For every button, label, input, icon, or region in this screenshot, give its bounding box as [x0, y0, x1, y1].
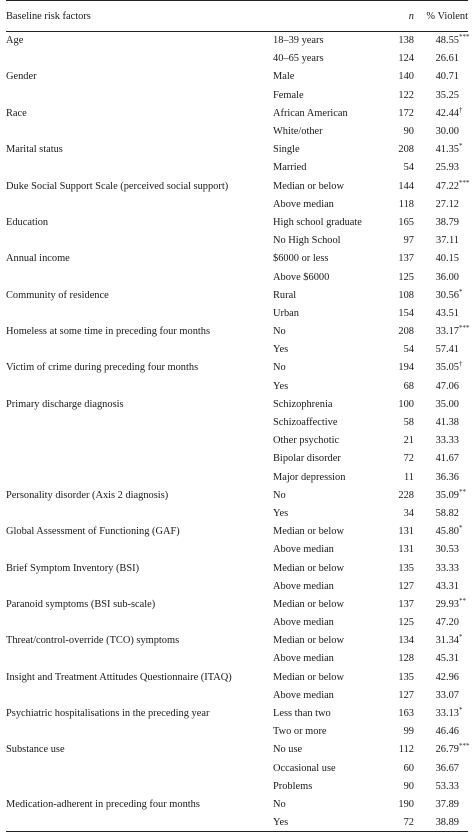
n-value: 194: [398, 362, 414, 374]
pct-violent-value: 35.00: [435, 398, 459, 410]
pct-violent-cell: [418, 377, 468, 395]
factor-level: White/other: [273, 126, 323, 138]
pct-violent-cell: [418, 50, 468, 68]
pct-violent-cell: [418, 141, 468, 159]
pct-violent-cell: [418, 268, 468, 286]
factor-level: Married: [273, 162, 307, 174]
pct-violent-value: 30.53: [435, 544, 459, 556]
table-row: [6, 122, 468, 140]
n-value: 125: [398, 271, 414, 283]
factor-level: Single: [273, 144, 300, 156]
factor-level: Bipolar disorder: [273, 453, 341, 465]
table-row: [6, 323, 468, 341]
risk-factor-label: Education: [6, 216, 49, 228]
factor-level: Male: [273, 71, 295, 83]
n-value: 163: [398, 708, 414, 720]
table-row: [6, 759, 468, 777]
factor-level: Urban: [273, 307, 299, 319]
n-value: 140: [398, 71, 414, 83]
pct-violent-cell: [418, 777, 468, 795]
risk-factor-label: Substance use: [6, 744, 65, 756]
n-value: 21: [403, 435, 414, 447]
pct-violent-value: 31.34: [435, 635, 459, 647]
n-value: 54: [403, 162, 414, 174]
table-row: [6, 68, 468, 86]
n-value: 112: [398, 744, 414, 756]
risk-factor-label: Age: [6, 35, 24, 47]
n-value: 122: [398, 89, 414, 101]
risk-factor-label: Personality disorder (Axis 2 diagnosis): [6, 489, 169, 501]
n-value: 124: [398, 53, 414, 65]
risk-factor-label: Duke Social Support Scale (perceived social support): [6, 180, 229, 192]
pct-violent-value: 58.82: [435, 507, 459, 519]
n-value: 99: [403, 726, 414, 738]
table-row: [6, 32, 468, 50]
factor-level: No use: [273, 744, 303, 756]
pct-violent-cell: [418, 195, 468, 213]
table-row: [6, 432, 468, 450]
risk-factor-label: Threat/control-override (TCO) symptoms: [6, 635, 180, 647]
factor-level: Median or below: [273, 671, 344, 683]
risk-factor-label: [6, 195, 273, 213]
factor-level: Median or below: [273, 180, 344, 192]
pct-violent-cell: [418, 413, 468, 431]
factor-level: African American: [273, 107, 348, 119]
pct-violent-value: 57.41: [435, 344, 459, 356]
pct-violent-cell: [418, 177, 468, 195]
pct-violent-cell: [418, 86, 468, 104]
pct-violent-value: 47.20: [435, 617, 459, 629]
n-value: 97: [403, 235, 414, 247]
pct-violent-value: 41.67: [435, 453, 459, 465]
pct-violent-cell: [418, 668, 468, 686]
header-n: n: [385, 1, 418, 32]
pct-violent-value: 36.00: [435, 271, 459, 283]
risk-factor-label: [6, 468, 273, 486]
pct-violent-cell: [418, 704, 468, 722]
table-row: [6, 686, 468, 704]
pct-violent-cell: [418, 559, 468, 577]
n-value: 208: [398, 326, 414, 338]
table-row: [6, 304, 468, 322]
n-value: 90: [403, 126, 414, 138]
factor-level: Above median: [273, 653, 334, 665]
factor-level: Occasional use: [273, 762, 336, 774]
factor-level: Other psychotic: [273, 435, 340, 447]
pct-violent-cell: [418, 577, 468, 595]
n-value: 228: [398, 489, 414, 501]
table-row: [6, 632, 468, 650]
significance-marker: ***: [459, 324, 470, 333]
factor-level: Yes: [273, 380, 289, 392]
table-row: [6, 377, 468, 395]
pct-violent-value: 37.11: [436, 235, 459, 247]
n-value: 127: [398, 580, 414, 592]
table-row: [6, 232, 468, 250]
table-row: [6, 141, 468, 159]
factor-level: No: [273, 362, 286, 374]
table-row: [6, 559, 468, 577]
table-row: [6, 86, 468, 104]
n-value: 131: [398, 544, 414, 556]
factor-level: Schizoaffective: [273, 417, 338, 429]
risk-factor-label: [6, 268, 273, 286]
risk-factor-label: [6, 814, 273, 832]
pct-violent-cell: [418, 814, 468, 832]
risk-factor-label: Primary discharge diagnosis: [6, 398, 124, 410]
risk-factor-label: [6, 50, 273, 68]
table-row: [6, 159, 468, 177]
pct-violent-value: 46.46: [435, 726, 459, 738]
factor-level: Less than two: [273, 708, 331, 720]
pct-violent-value: 38.79: [435, 216, 459, 228]
table-row: [6, 50, 468, 68]
risk-factor-label: [6, 759, 273, 777]
pct-violent-value: 29.93: [435, 598, 459, 610]
risk-factor-label: [6, 159, 273, 177]
pct-violent-value: 42.96: [435, 671, 459, 683]
pct-violent-cell: [418, 486, 468, 504]
n-value: 90: [403, 780, 414, 792]
pct-violent-cell: [418, 523, 468, 541]
n-value: 137: [398, 598, 414, 610]
factor-level: 40–65 years: [273, 53, 324, 65]
pct-violent-value: 36.36: [435, 471, 459, 483]
n-value: 54: [403, 344, 414, 356]
n-value: 58: [403, 417, 414, 429]
factor-level: Yes: [273, 814, 385, 832]
table-row: [6, 104, 468, 122]
pct-violent-cell: [418, 304, 468, 322]
pct-violent-value: 45.31: [435, 653, 459, 665]
risk-factor-label: [6, 723, 273, 741]
header-pct-violent: % Violent: [418, 1, 468, 32]
pct-violent-cell: [418, 122, 468, 140]
pct-violent-value: 53.33: [435, 780, 459, 792]
significance-marker: ***: [459, 178, 470, 187]
n-value: 154: [398, 307, 414, 319]
table-row: [6, 250, 468, 268]
significance-marker: *: [459, 633, 463, 642]
n-value: 34: [403, 507, 414, 519]
risk-factor-label: [6, 504, 273, 522]
risk-factor-label: Marital status: [6, 144, 63, 156]
pct-violent-value: 27.12: [435, 198, 459, 210]
factor-level: Above median: [273, 689, 334, 701]
header-factor: Baseline risk factors: [6, 1, 385, 32]
risk-factor-label: [6, 450, 273, 468]
significance-marker: *: [459, 706, 463, 715]
risk-factor-label: Homeless at some time in preceding four months: [6, 326, 211, 338]
factor-level: Rural: [273, 289, 297, 301]
n-value: 68: [403, 380, 414, 392]
factor-level: No: [273, 489, 286, 501]
factor-level: Above median: [273, 198, 334, 210]
risk-factor-label: [6, 232, 273, 250]
pct-violent-value: 33.07: [435, 689, 459, 701]
risk-factor-label: [6, 614, 273, 632]
factor-level: $6000 or less: [273, 253, 329, 265]
pct-violent-cell: [418, 341, 468, 359]
risk-factor-label: Gender: [6, 71, 37, 83]
risk-factor-label: Psychiatric hospitalisations in the preceding year: [6, 708, 210, 720]
significance-marker: **: [459, 596, 466, 605]
risk-factor-label: [6, 432, 273, 450]
significance-marker: †: [459, 105, 463, 114]
n-value: 208: [398, 144, 414, 156]
pct-violent-cell: [418, 541, 468, 559]
pct-violent-value: 35.09: [435, 489, 459, 501]
pct-violent-cell: [418, 686, 468, 704]
significance-marker: *: [459, 524, 463, 533]
n-value: 72: [385, 814, 418, 832]
pct-violent-cell: [418, 632, 468, 650]
pct-violent-value: 36.67: [435, 762, 459, 774]
pct-violent-cell: [418, 32, 468, 50]
pct-violent-cell: [418, 104, 468, 122]
n-value: 118: [398, 198, 414, 210]
table-row: [6, 668, 468, 686]
table-row: [6, 450, 468, 468]
factor-level: High school graduate: [273, 216, 362, 228]
n-value: 144: [398, 180, 414, 192]
factor-level: Major depression: [273, 471, 346, 483]
risk-factor-label: Medication-adherent in preceding four months: [6, 798, 200, 810]
table-row: [6, 595, 468, 613]
pct-violent-cell: [418, 68, 468, 86]
table-row: [6, 395, 468, 413]
risk-factor-label: [6, 686, 273, 704]
pct-violent-cell: [418, 286, 468, 304]
factor-level: 18–39 years: [273, 35, 324, 47]
pct-violent-cell: [418, 595, 468, 613]
table-row: [6, 195, 468, 213]
n-value: 128: [398, 653, 414, 665]
factor-level: No: [273, 798, 286, 810]
pct-violent-cell: [418, 759, 468, 777]
n-value: 190: [398, 798, 414, 810]
pct-violent-value: 47.22: [435, 180, 459, 192]
risk-factor-label: [6, 650, 273, 668]
pct-violent-cell: [418, 450, 468, 468]
n-value: 165: [398, 216, 414, 228]
n-value: 137: [398, 253, 414, 265]
pct-violent-value: 42.44: [435, 107, 459, 119]
pct-violent-value: 48.55: [435, 35, 459, 47]
risk-factor-label: Community of residence: [6, 289, 109, 301]
pct-violent-value: 45.80: [435, 526, 459, 538]
factor-level: No: [273, 326, 286, 338]
table-row: [6, 286, 468, 304]
pct-violent-value: 35.25: [435, 89, 459, 101]
risk-factor-label: Global Assessment of Functioning (GAF): [6, 526, 180, 538]
pct-violent-value: 25.93: [435, 162, 459, 174]
pct-violent-value: 38.89: [435, 816, 459, 828]
table-row: [6, 213, 468, 231]
pct-violent-value: 37.89: [435, 798, 459, 810]
significance-marker: †: [459, 360, 463, 369]
n-value: 127: [398, 689, 414, 701]
table-row: [6, 468, 468, 486]
pct-violent-cell: [418, 323, 468, 341]
pct-violent-value: 41.38: [435, 417, 459, 429]
n-value: 138: [398, 35, 414, 47]
pct-violent-value: 43.51: [435, 307, 459, 319]
pct-violent-value: 40.15: [435, 253, 459, 265]
pct-violent-value: 43.31: [435, 580, 459, 592]
risk-factor-label: [6, 341, 273, 359]
table-row: [6, 704, 468, 722]
risk-factor-label: [6, 122, 273, 140]
pct-violent-value: 30.00: [435, 126, 459, 138]
table-row: [6, 795, 468, 813]
table-row: [6, 413, 468, 431]
pct-violent-value: 26.79: [435, 744, 459, 756]
risk-factor-label: [6, 304, 273, 322]
n-value: 125: [398, 617, 414, 629]
factor-level: Median or below: [273, 598, 344, 610]
table-row: [6, 814, 468, 832]
factor-level: Female: [273, 89, 304, 101]
risk-factor-label: [6, 413, 273, 431]
table-row: [6, 541, 468, 559]
table-row: [6, 523, 468, 541]
pct-violent-cell: [418, 250, 468, 268]
table-row: [6, 268, 468, 286]
factor-level: Yes: [273, 507, 289, 519]
n-value: 108: [398, 289, 414, 301]
n-value: 72: [403, 453, 414, 465]
table-row: [6, 504, 468, 522]
pct-violent-cell: [418, 232, 468, 250]
pct-violent-cell: [418, 614, 468, 632]
risk-factor-table: [6, 0, 468, 832]
pct-violent-cell: [418, 159, 468, 177]
n-value: 100: [398, 398, 414, 410]
table-row: [6, 486, 468, 504]
pct-violent-cell: [418, 359, 468, 377]
risk-factor-label: [6, 577, 273, 595]
factor-level: Above $6000: [273, 271, 330, 283]
factor-level: No High School: [273, 235, 341, 247]
significance-marker: *: [459, 287, 463, 296]
factor-level: Above median: [273, 617, 334, 629]
pct-violent-cell: [418, 741, 468, 759]
table-row: [6, 741, 468, 759]
table-row: [6, 177, 468, 195]
factor-level: Median or below: [273, 635, 344, 647]
n-value: 134: [398, 635, 414, 647]
risk-factor-label: [6, 86, 273, 104]
risk-factor-label: [6, 777, 273, 795]
table-row: [6, 777, 468, 795]
risk-factor-label: Brief Symptom Inventory (BSI): [6, 562, 140, 574]
n-value: 172: [398, 107, 414, 119]
pct-violent-value: 30.56: [435, 289, 459, 301]
risk-factor-label: Race: [6, 107, 27, 119]
n-value: 11: [403, 471, 414, 483]
factor-level: Schizophrenia: [273, 398, 333, 410]
risk-factor-label: [6, 541, 273, 559]
n-value: 135: [398, 671, 414, 683]
factor-level: Median or below: [273, 562, 344, 574]
table-header-row: [6, 1, 468, 32]
pct-violent-value: 33.17: [435, 326, 459, 338]
risk-factor-label: Paranoid symptoms (BSI sub-scale): [6, 598, 156, 610]
pct-violent-cell: [418, 432, 468, 450]
significance-marker: *: [459, 142, 463, 151]
pct-violent-cell: [418, 723, 468, 741]
table-body: [6, 32, 468, 832]
risk-factor-label: [6, 377, 273, 395]
factor-level: Problems: [273, 780, 313, 792]
factor-level: Above median: [273, 544, 334, 556]
table-row: [6, 341, 468, 359]
pct-violent-value: 35.05: [435, 362, 459, 374]
pct-violent-value: 41.35: [435, 144, 459, 156]
table-row: [6, 359, 468, 377]
significance-marker: ***: [459, 742, 470, 751]
pct-violent-value: 33.33: [435, 562, 459, 574]
pct-violent-value: 47.06: [435, 380, 459, 392]
pct-violent-cell: [418, 213, 468, 231]
table-row: [6, 650, 468, 668]
table-row: [6, 723, 468, 741]
factor-level: Above median: [273, 580, 334, 592]
risk-factor-label: Victim of crime during preceding four months: [6, 362, 199, 374]
pct-violent-value: 40.71: [435, 71, 459, 83]
pct-violent-cell: [418, 650, 468, 668]
factor-level: Median or below: [273, 526, 344, 538]
risk-factor-label: Insight and Treatment Attitudes Questionnaire (ITAQ): [6, 671, 232, 683]
factor-level: Two or more: [273, 726, 327, 738]
pct-violent-cell: [418, 504, 468, 522]
significance-marker: ***: [459, 33, 470, 42]
factor-level: Yes: [273, 344, 289, 356]
risk-factor-label: Annual income: [6, 253, 70, 265]
pct-violent-value: 33.33: [435, 435, 459, 447]
pct-violent-value: 26.61: [435, 53, 459, 65]
pct-violent-cell: [418, 468, 468, 486]
table-row: [6, 614, 468, 632]
pct-violent-cell: [418, 395, 468, 413]
table-row: [6, 577, 468, 595]
pct-violent-value: 33.13: [435, 708, 459, 720]
n-value: 60: [403, 762, 414, 774]
n-value: 131: [398, 526, 414, 538]
n-value: 135: [398, 562, 414, 574]
pct-violent-cell: [418, 795, 468, 813]
significance-marker: **: [459, 487, 466, 496]
